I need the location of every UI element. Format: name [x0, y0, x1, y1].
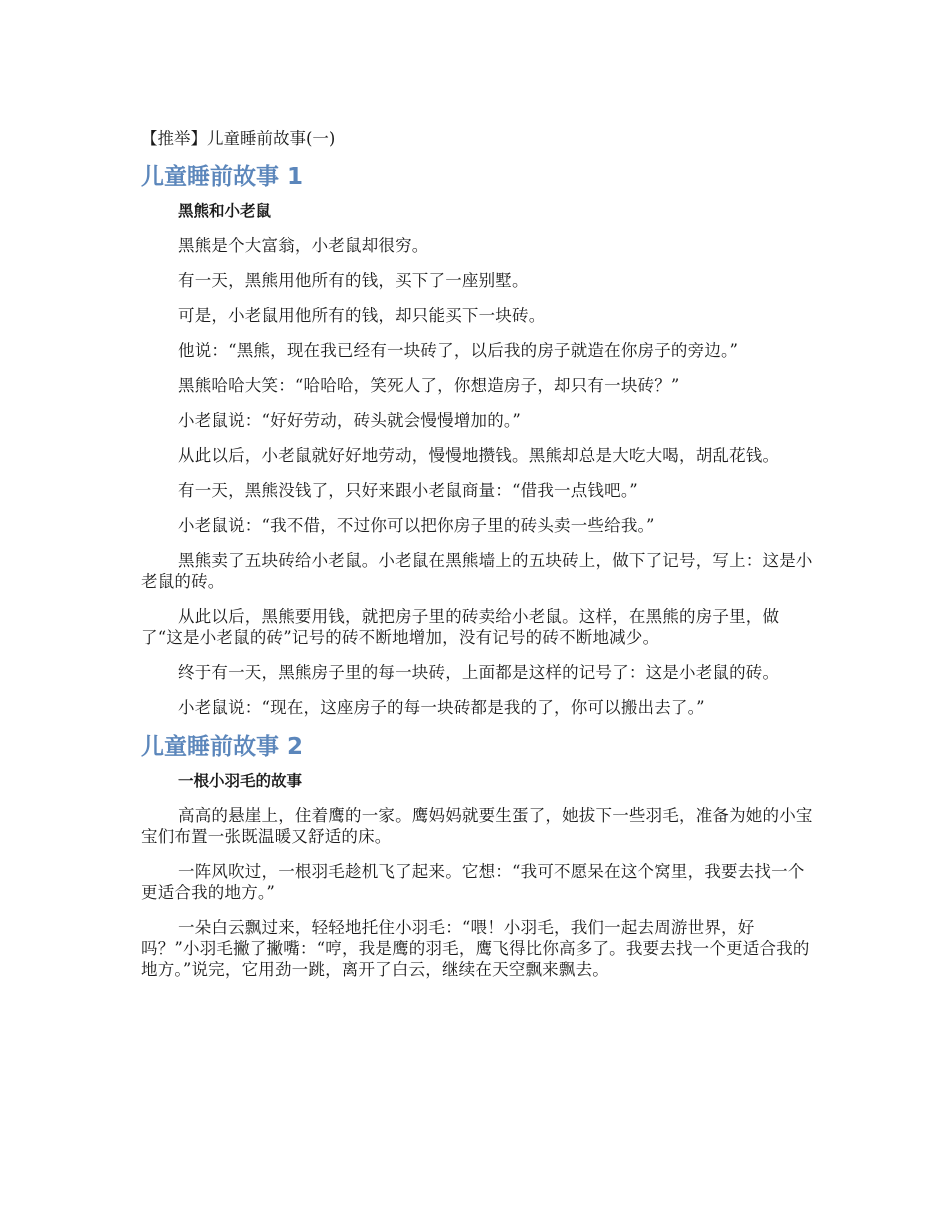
- paragraph: 有一天，黑熊没钱了，只好来跟小老鼠商量：“借我一点钱吧。”: [178, 481, 638, 500]
- paragraph: 可是，小老鼠用他所有的钱，却只能买下一块砖。: [178, 306, 546, 325]
- paragraph: 终于有一天，黑熊房子里的每一块砖，上面都是这样的记号了：这是小老鼠的砖。: [178, 663, 780, 682]
- story-section-1: [141, 162, 813, 718]
- paragraph: 小老鼠说：“好好劳动，砖头就会慢慢增加的。”: [178, 411, 522, 430]
- document-page: [141, 128, 813, 994]
- story-title: 一根小羽毛的故事: [178, 772, 303, 790]
- paragraph: 从此以后，小老鼠就好好地劳动，慢慢地攒钱。黑熊却总是大吃大喝，胡乱花钱。: [178, 446, 780, 465]
- paragraph: 黑熊哈哈大笑：“哈哈哈，笑死人了，你想造房子，却只有一块砖？”: [178, 376, 680, 395]
- paragraph: 小老鼠说：“现在，这座房子的每一块砖都是我的了，你可以搬出去了。”: [178, 698, 705, 717]
- paragraph: 黑熊卖了五块砖给小老鼠。小老鼠在黑熊墙上的五块砖上，做下了记号，写上：这是小老鼠的砖。: [141, 551, 813, 591]
- story-title: 黑熊和小老鼠: [178, 202, 272, 220]
- paragraph: 一朵白云飘过来，轻轻地托住小羽毛：“喂！小羽毛，我们一起去周游世界，好吗？”小羽毛撇了撇嘴：“哼，我是鹰的羽毛，鹰飞得比你高多了。我要去找一个更适合我的地方。”说完，它用劲一跳，离开了白云，继续在天空飘来飘去。: [141, 918, 810, 979]
- story-section-2: [141, 732, 813, 980]
- paragraph: 有一天，黑熊用他所有的钱，买下了一座别墅。: [178, 271, 529, 290]
- paragraph: 他说：“黑熊，现在我已经有一块砖了，以后我的房子就造在你房子的旁边。”: [178, 341, 739, 360]
- paragraph: 黑熊是个大富翁，小老鼠却很穷。: [178, 236, 429, 255]
- section-heading: 儿童睡前故事 2: [141, 734, 304, 760]
- paragraph: 高高的悬崖上，住着鹰的一家。鹰妈妈就要生蛋了，她拔下一些羽毛，准备为她的小宝宝们布置一张既温暖又舒适的床。: [141, 806, 813, 846]
- paragraph: 从此以后，黑熊要用钱，就把房子里的砖卖给小老鼠。这样，在黑熊的房子里，做了“这是小老鼠的砖”记号的砖不断地增加，没有记号的砖不断地减少。: [141, 607, 780, 647]
- paragraph: 一阵风吹过，一根羽毛趁机飞了起来。它想：“我可不愿呆在这个窝里，我要去找一个更适合我的地方。”: [141, 862, 805, 902]
- section-heading: 儿童睡前故事 1: [141, 164, 304, 190]
- document-title: 【推举】儿童睡前故事(一): [141, 129, 336, 148]
- paragraph: 小老鼠说：“我不借，不过你可以把你房子里的砖头卖一些给我。”: [178, 516, 655, 535]
